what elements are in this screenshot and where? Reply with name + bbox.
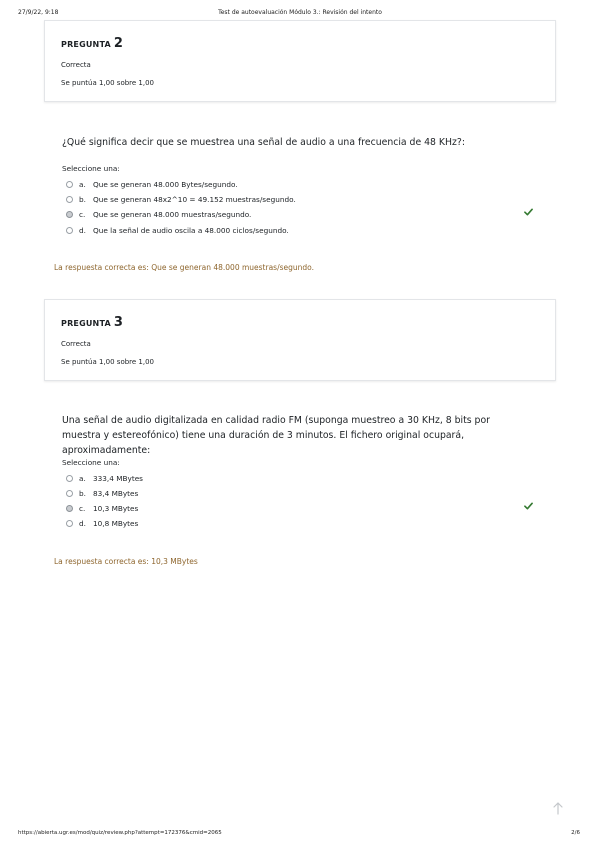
option-letter: a. [79, 179, 86, 189]
question-number [61, 36, 555, 51]
question-state: Correcta [61, 61, 91, 69]
option-text: 10,3 MBytes [93, 503, 139, 513]
check-icon [523, 206, 534, 217]
correct-answer-feedback: La respuesta correcta es: 10,3 MBytes [54, 557, 198, 566]
question-label: PREGUNTA [61, 40, 111, 49]
option-text: 10,8 MBytes [93, 518, 139, 528]
option-letter: c. [79, 209, 86, 219]
question-number-value: 2 [113, 36, 124, 51]
print-url: https://abierta.ugr.es/mod/quiz/review.php?attempt=172376&cmid=2065 [18, 830, 222, 836]
print-title: Test de autoevaluación Módulo 3.: Revisión del intento [218, 9, 382, 16]
option-letter: b. [79, 488, 86, 498]
print-datetime: 27/9/22, 9:18 [18, 9, 59, 16]
question-number-value: 3 [113, 315, 124, 330]
option-letter: b. [79, 194, 86, 204]
question-info-box [44, 20, 556, 102]
radio-button-selected[interactable] [66, 211, 73, 218]
option-text: Que se generan 48.000 Bytes/segundo. [93, 179, 238, 189]
answer-option[interactable] [66, 502, 138, 514]
correct-answer-feedback: La respuesta correcta es: Que se generan 48.000 muestras/segundo. [54, 263, 315, 272]
answer-option[interactable] [66, 193, 296, 205]
question-label: PREGUNTA [61, 319, 111, 328]
radio-button[interactable] [66, 490, 73, 497]
answer-prompt: Seleccione una: [62, 164, 120, 173]
answer-option[interactable] [66, 487, 138, 499]
option-letter: d. [79, 518, 86, 528]
radio-button[interactable] [66, 475, 73, 482]
question-score: Se puntúa 1,00 sobre 1,00 [61, 79, 155, 87]
answer-option[interactable] [66, 472, 143, 484]
option-text: 83,4 MBytes [93, 488, 139, 498]
option-letter: a. [79, 473, 86, 483]
question-text: Una señal de audio digitalizada en calidad radio FM (suponga muestreo a 30 KHz, 8 bits por muestra y estereofónico) tiene una duración de 3 minutos. El fichero original ocupará, aproximadamente: [62, 415, 490, 456]
option-letter: c. [79, 503, 86, 513]
radio-button[interactable] [66, 181, 73, 188]
radio-button[interactable] [66, 227, 73, 234]
question-number [61, 315, 555, 330]
question-state: Correcta [61, 340, 91, 348]
option-text: Que se generan 48.000 muestras/segundo. [93, 209, 252, 219]
answer-option[interactable] [66, 224, 289, 236]
answer-option[interactable] [66, 208, 251, 220]
option-letter: d. [79, 225, 86, 235]
question-score: Se puntúa 1,00 sobre 1,00 [61, 358, 155, 366]
radio-button[interactable] [66, 520, 73, 527]
radio-button[interactable] [66, 196, 73, 203]
option-text: Que la señal de audio oscila a 48.000 ciclos/segundo. [93, 225, 289, 235]
arrow-up-icon[interactable] [550, 800, 566, 816]
question-text: ¿Qué significa decir que se muestrea una señal de audio a una frecuencia de 48 KHz?: [62, 137, 465, 148]
answer-prompt: Seleccione una: [62, 458, 120, 467]
check-icon [523, 500, 534, 511]
question-info-box [44, 299, 556, 381]
answer-option[interactable] [66, 178, 238, 190]
option-text: 333,4 MBytes [93, 473, 143, 483]
radio-button-selected[interactable] [66, 505, 73, 512]
answer-option[interactable] [66, 517, 138, 529]
option-text: Que se generan 48x2^10 = 49.152 muestras/segundo. [93, 194, 296, 204]
print-page-number: 2/6 [571, 830, 580, 836]
